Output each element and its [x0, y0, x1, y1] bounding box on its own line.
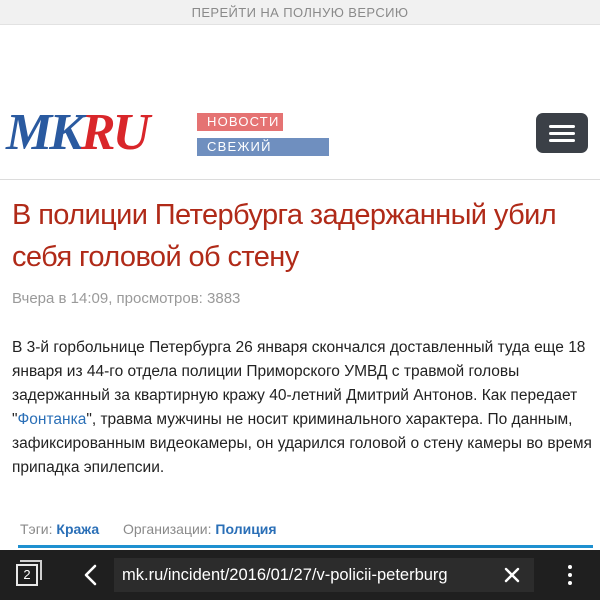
- mk-ru-logo[interactable]: [6, 106, 147, 160]
- tag-link-theft[interactable]: Кража: [56, 521, 100, 537]
- accent-divider: [18, 545, 593, 548]
- nav-news-link[interactable]: НОВОСТИ: [197, 113, 283, 131]
- article-tags: [20, 521, 277, 537]
- logo-ru-text: RU: [80, 104, 148, 161]
- url-text[interactable]: mk.ru/incident/2016/01/27/v-policii-peterburg: [122, 566, 448, 584]
- close-icon: [502, 565, 522, 585]
- article-body-part2: ", травма мужчины не носит криминального характера. По данным, зафиксированным видеокамеры, он ударился головой о стену камеры во время припадка эпилепсии.: [12, 411, 592, 476]
- browser-toolbar: [0, 550, 600, 600]
- tags-label: Тэги:: [20, 521, 53, 537]
- site-header: [0, 100, 600, 172]
- menu-button[interactable]: [536, 113, 588, 153]
- back-button[interactable]: [80, 562, 102, 588]
- logo-mk-text: MK: [6, 104, 81, 161]
- tabs-button[interactable]: [16, 564, 40, 586]
- fontanka-link[interactable]: Фонтанка: [17, 411, 87, 428]
- address-bar[interactable]: [114, 558, 534, 592]
- article-meta: Вчера в 14:09, просмотров: 3883: [12, 290, 241, 307]
- article-body-part1: В 3-й горбольнице Петербурга 26 января скончался доставленный туда еще 18 января из 44-го отдела полиции Приморского УМВД с травмой головы задержанный за квартирную кражу 40-летний Дмитрий Антонов. Как передает ": [12, 339, 586, 428]
- full-version-label[interactable]: ПЕРЕЙТИ НА ПОЛНУЮ ВЕРСИЮ: [191, 4, 409, 20]
- more-options-button[interactable]: [560, 562, 580, 588]
- more-vertical-icon: [568, 565, 572, 569]
- back-icon: [80, 562, 102, 588]
- hamburger-menu-icon: [549, 125, 575, 128]
- clear-url-button[interactable]: [502, 565, 522, 585]
- organization-link-police[interactable]: Полиция: [215, 521, 277, 537]
- nav-fresh-issue-link[interactable]: СВЕЖИЙ НОМЕР: [197, 138, 329, 156]
- tab-count: 2: [16, 564, 38, 586]
- header-divider: [0, 179, 600, 180]
- article-body: [12, 336, 592, 480]
- organizations-label: Организации:: [122, 521, 212, 537]
- article-title: В полиции Петербурга задержанный убил себя головой об стену: [12, 199, 557, 273]
- full-version-link[interactable]: [0, 0, 600, 25]
